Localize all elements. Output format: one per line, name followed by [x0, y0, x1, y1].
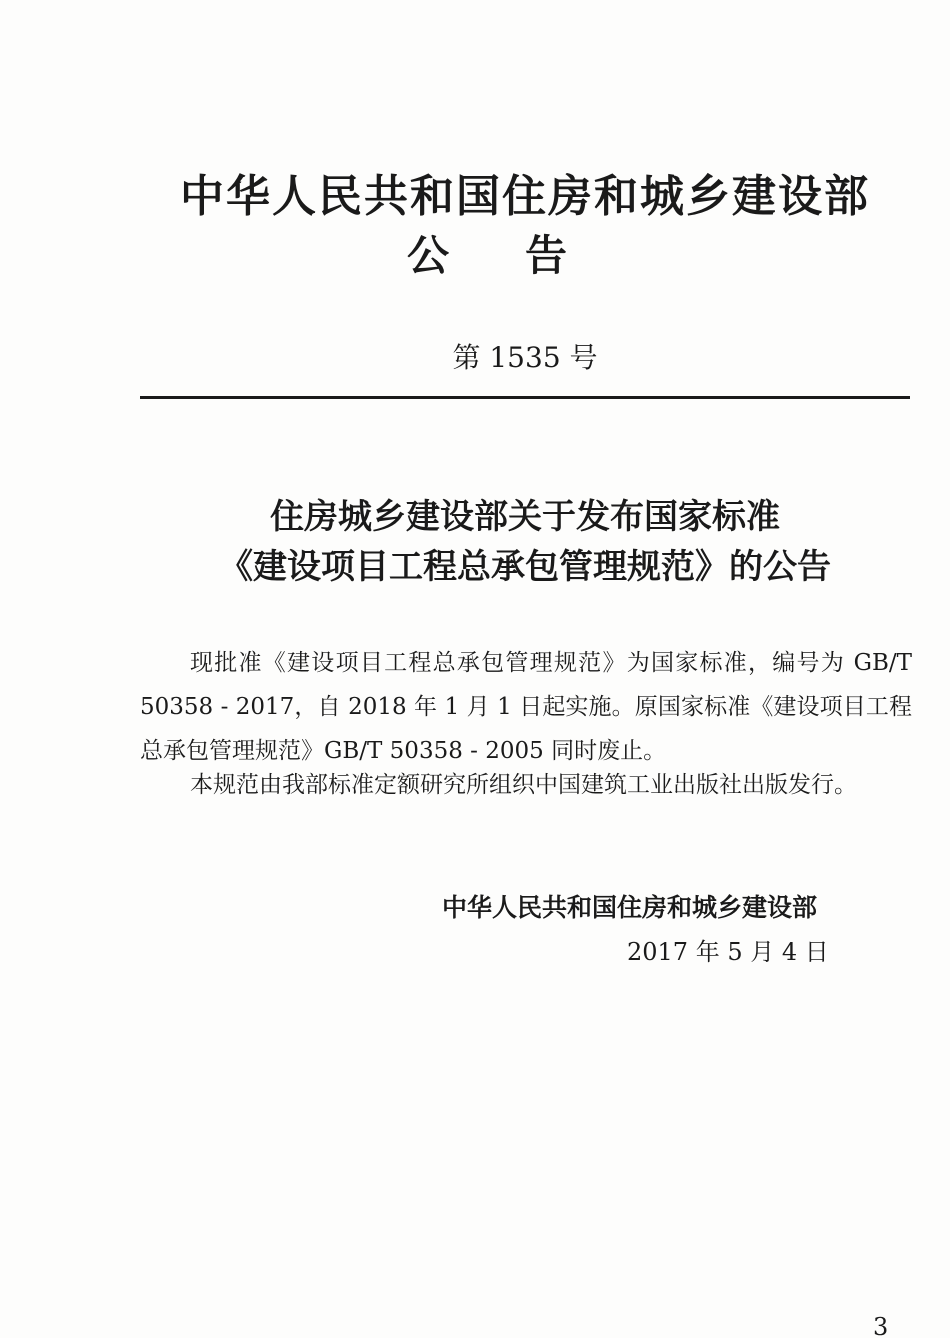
announcement-subject	[0, 492, 950, 592]
document-number: 第 1535 号	[452, 341, 598, 374]
ministry-name: 中华人民共和国住房和城乡建设部	[180, 171, 870, 222]
issuer-signature: 中华人民共和国住房和城乡建设部	[442, 893, 818, 922]
announcement-title: 公告	[406, 231, 643, 280]
subject-line-1: 住房城乡建设部关于发布国家标准	[270, 497, 780, 537]
body-paragraph-1: 现批准《建设项目工程总承包管理规范》为国家标准，编号为 GB/T 50358 - 2017，自 2018 年 1 月 1 日起实施。原国家标准《建设项目工程总承包管理规范》GB/T 50358 - 2005 同时废止。	[140, 650, 912, 764]
header-divider	[140, 396, 910, 399]
issue-date: 2017 年 5 月 4 日	[627, 938, 829, 966]
subject-line-2: 《建设项目工程总承包管理规范》的公告	[219, 547, 831, 587]
body-paragraph-2: 本规范由我部标准定额研究所组织中国建筑工业出版社出版发行。	[190, 772, 857, 798]
page-number: 3	[873, 1313, 889, 1341]
